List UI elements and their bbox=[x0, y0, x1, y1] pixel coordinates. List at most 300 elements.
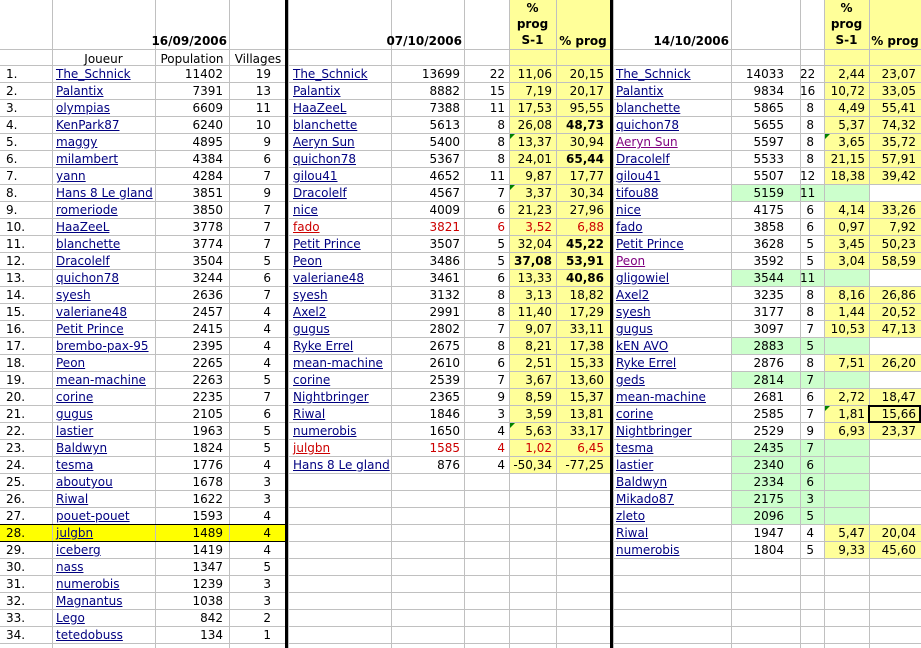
prog-cell bbox=[869, 185, 916, 202]
prog-cell bbox=[869, 474, 916, 491]
villages-cell: 1 bbox=[263, 628, 271, 642]
player-link[interactable]: quichon78 bbox=[616, 118, 679, 132]
prog-s1-cell: 3,52 bbox=[525, 220, 552, 234]
player-link[interactable]: brembo-pax-95 bbox=[56, 339, 149, 353]
prog-s1-cell: 5,63 bbox=[525, 424, 552, 438]
population-cell: 2096 bbox=[753, 509, 784, 523]
comment-flag-icon bbox=[510, 134, 515, 139]
prog-s1-cell: 3,67 bbox=[525, 373, 552, 387]
villages-cell: 7 bbox=[497, 186, 505, 200]
population-cell: 2365 bbox=[429, 390, 460, 404]
comment-flag-icon bbox=[825, 406, 830, 411]
prog-cell: 39,42 bbox=[881, 169, 916, 183]
population-cell: 876 bbox=[437, 458, 460, 472]
comment-flag-icon bbox=[510, 185, 515, 190]
population-cell: 2263 bbox=[192, 373, 223, 387]
prog-cell: 26,86 bbox=[881, 288, 916, 302]
rank-cell: 3. bbox=[6, 101, 18, 115]
player-link[interactable]: yann bbox=[56, 169, 86, 183]
villages-cell: 11 bbox=[800, 186, 816, 200]
villages-cell: 6 bbox=[806, 390, 814, 404]
player-link[interactable]: quichon78 bbox=[56, 271, 119, 285]
villages-cell: 15 bbox=[489, 84, 505, 98]
prog-s1-cell: 3,59 bbox=[525, 407, 552, 421]
villages-cell: 11 bbox=[255, 101, 271, 115]
villages-cell: 7 bbox=[497, 322, 505, 336]
population-cell: 3774 bbox=[192, 237, 223, 251]
population-cell: 3858 bbox=[753, 220, 784, 234]
player-link[interactable]: valeriane48 bbox=[56, 305, 128, 319]
player-link[interactable]: KenPark87 bbox=[56, 118, 120, 132]
villages-cell: 2 bbox=[263, 611, 271, 625]
population-cell: 2175 bbox=[753, 492, 784, 506]
prog-s1-cell: 18,38 bbox=[830, 169, 865, 183]
population-cell: 2529 bbox=[753, 424, 784, 438]
population-cell: 1678 bbox=[192, 475, 223, 489]
prog-cell: 6,45 bbox=[577, 441, 604, 455]
prog-s1-cell: 17,53 bbox=[517, 101, 552, 115]
player-link[interactable]: lastier bbox=[616, 458, 654, 472]
villages-cell: 22 bbox=[800, 67, 816, 81]
player-link[interactable]: nice bbox=[616, 203, 641, 217]
population-cell: 7391 bbox=[192, 84, 223, 98]
player-link[interactable]: fado bbox=[293, 220, 320, 234]
population-cell: 2991 bbox=[429, 305, 460, 319]
villages-cell: 7 bbox=[263, 390, 271, 404]
prog-cell: 20,15 bbox=[569, 67, 604, 81]
villages-cell: 8 bbox=[497, 152, 505, 166]
player-link[interactable]: blanchette bbox=[616, 101, 681, 115]
prog-s1-cell: 7,19 bbox=[525, 84, 552, 98]
population-cell: 6240 bbox=[192, 118, 223, 132]
prog-s1-cell: -50,34 bbox=[513, 458, 552, 472]
villages-cell: 8 bbox=[497, 339, 505, 353]
population-cell: 14033 bbox=[745, 67, 784, 81]
rank-cell: 14. bbox=[6, 288, 26, 302]
player-link[interactable]: valeriane48 bbox=[293, 271, 365, 285]
population-cell: 7388 bbox=[429, 101, 460, 115]
prog-cell: 17,29 bbox=[569, 305, 604, 319]
population-cell: 4009 bbox=[429, 203, 460, 217]
player-link[interactable]: Mikado87 bbox=[616, 492, 675, 506]
population-cell: 3504 bbox=[192, 254, 223, 268]
player-link[interactable]: olympias bbox=[56, 101, 111, 115]
prog-s1-cell: 8,59 bbox=[525, 390, 552, 404]
player-link[interactable]: Petit Prince bbox=[56, 322, 124, 336]
villages-cell: 6 bbox=[806, 475, 814, 489]
player-link[interactable]: milambert bbox=[56, 152, 119, 166]
prog-cell bbox=[869, 372, 916, 389]
villages-cell: 8 bbox=[497, 305, 505, 319]
prog-s1-cell: 13,37 bbox=[517, 135, 552, 149]
player-link[interactable]: tetedobuss bbox=[56, 628, 123, 642]
population-cell: 4284 bbox=[192, 169, 223, 183]
player-link[interactable]: Dracolelf bbox=[56, 254, 110, 268]
population-cell: 13699 bbox=[421, 67, 460, 81]
player-link[interactable]: Baldwyn bbox=[616, 475, 668, 489]
population-cell: 2876 bbox=[753, 356, 784, 370]
villages-cell: 5 bbox=[263, 560, 271, 574]
villages-cell: 9 bbox=[263, 135, 271, 149]
player-link[interactable]: tesma bbox=[56, 458, 94, 472]
prog-s1-cell: 9,87 bbox=[525, 169, 552, 183]
prog-s1-cell bbox=[824, 508, 865, 525]
player-link[interactable]: Petit Prince bbox=[293, 237, 361, 251]
player-link[interactable]: Baldwyn bbox=[56, 441, 108, 455]
rank-cell: 25. bbox=[6, 475, 26, 489]
section-separator bbox=[285, 0, 288, 648]
rank-cell: 30. bbox=[6, 560, 26, 574]
population-cell: 4652 bbox=[429, 169, 460, 183]
player-link[interactable]: corine bbox=[616, 407, 654, 421]
villages-cell: 4 bbox=[263, 543, 271, 557]
population-cell: 6609 bbox=[192, 101, 223, 115]
prog-cell: 17,38 bbox=[569, 339, 604, 353]
player-link[interactable]: blanchette bbox=[56, 237, 121, 251]
player-link[interactable]: gugus bbox=[293, 322, 330, 336]
villages-cell: 7 bbox=[263, 288, 271, 302]
prog-cell bbox=[869, 491, 916, 508]
prog-cell: 45,60 bbox=[881, 543, 916, 557]
prog-s1-cell bbox=[824, 440, 865, 457]
villages-cell: 5 bbox=[263, 424, 271, 438]
villages-cell: 5 bbox=[806, 254, 814, 268]
villages-cell: 11 bbox=[800, 271, 816, 285]
player-link[interactable]: aboutyou bbox=[56, 475, 113, 489]
player-link[interactable]: lastier bbox=[56, 424, 94, 438]
villages-cell: 10 bbox=[255, 118, 271, 132]
population-cell: 2539 bbox=[429, 373, 460, 387]
population-cell: 2585 bbox=[753, 407, 784, 421]
prog-s1-cell: 1,81 bbox=[838, 407, 865, 421]
player-link[interactable]: Hans 8 Le gland bbox=[56, 186, 153, 200]
player-link[interactable]: corine bbox=[293, 373, 331, 387]
rank-cell: 32. bbox=[6, 594, 26, 608]
player-link[interactable]: Ryke Errel bbox=[293, 339, 354, 353]
population-cell: 3097 bbox=[753, 322, 784, 336]
population-cell: 3235 bbox=[753, 288, 784, 302]
player-link[interactable]: Riwal bbox=[293, 407, 326, 421]
villages-cell: 7 bbox=[806, 407, 814, 421]
comment-flag-icon bbox=[510, 423, 515, 428]
prog-cell: 13,81 bbox=[569, 407, 604, 421]
population-cell: 5655 bbox=[753, 118, 784, 132]
column-header-prog-s1: % bbox=[840, 1, 853, 15]
player-link[interactable]: Riwal bbox=[616, 526, 649, 540]
player-link[interactable]: tifou88 bbox=[616, 186, 659, 200]
player-link[interactable]: Peon bbox=[616, 254, 646, 268]
villages-cell: 5 bbox=[806, 543, 814, 557]
population-cell: 2395 bbox=[192, 339, 223, 353]
player-link[interactable]: Nightbringer bbox=[616, 424, 692, 438]
prog-s1-cell: 9,07 bbox=[525, 322, 552, 336]
player-link[interactable]: julgbn bbox=[293, 441, 331, 455]
villages-cell: 6 bbox=[806, 220, 814, 234]
rank-cell: 7. bbox=[6, 169, 18, 183]
prog-cell: 45,22 bbox=[566, 237, 604, 251]
prog-s1-cell: 6,93 bbox=[838, 424, 865, 438]
population-cell: 3544 bbox=[753, 271, 784, 285]
villages-cell: 5 bbox=[806, 237, 814, 251]
prog-s1-cell: 10,72 bbox=[830, 84, 865, 98]
villages-cell: 4 bbox=[263, 305, 271, 319]
prog-cell bbox=[869, 270, 916, 287]
rank-cell: 2. bbox=[6, 84, 18, 98]
player-link[interactable]: nass bbox=[56, 560, 84, 574]
player-link[interactable]: Petit Prince bbox=[616, 237, 684, 251]
player-link[interactable]: blanchette bbox=[293, 118, 358, 132]
villages-cell: 4 bbox=[263, 526, 271, 540]
prog-cell: 15,33 bbox=[569, 356, 604, 370]
player-link[interactable]: romeriode bbox=[56, 203, 118, 217]
player-link[interactable]: Palantix bbox=[616, 84, 664, 98]
prog-cell: 18,82 bbox=[569, 288, 604, 302]
prog-cell: 20,04 bbox=[881, 526, 916, 540]
rank-cell: 33. bbox=[6, 611, 26, 625]
column-header-prog-s1: S-1 bbox=[521, 33, 544, 47]
section-separator bbox=[610, 0, 613, 648]
player-link[interactable]: gilou41 bbox=[293, 169, 338, 183]
prog-cell: 95,55 bbox=[569, 101, 604, 115]
villages-cell: 3 bbox=[263, 577, 271, 591]
rank-cell: 1. bbox=[6, 67, 18, 81]
population-cell: 4384 bbox=[192, 152, 223, 166]
player-link[interactable]: Hans 8 Le gland bbox=[293, 458, 390, 472]
villages-cell: 7 bbox=[263, 169, 271, 183]
population-cell: 11402 bbox=[184, 67, 223, 81]
population-cell: 5597 bbox=[753, 135, 784, 149]
villages-cell: 7 bbox=[263, 237, 271, 251]
villages-cell: 3 bbox=[806, 492, 814, 506]
player-link[interactable]: HaaZeeL bbox=[293, 101, 347, 115]
villages-cell: 8 bbox=[806, 152, 814, 166]
villages-cell: 4 bbox=[806, 526, 814, 540]
player-link[interactable]: gligowiel bbox=[616, 271, 670, 285]
player-link[interactable]: Lego bbox=[56, 611, 85, 625]
rank-cell: 10. bbox=[6, 220, 26, 234]
population-cell: 2675 bbox=[429, 339, 460, 353]
population-cell: 4895 bbox=[192, 135, 223, 149]
column-header-prog-s1: prog bbox=[516, 17, 549, 31]
villages-cell: 9 bbox=[497, 390, 505, 404]
player-link[interactable]: corine bbox=[56, 390, 94, 404]
prog-s1-cell: 2,72 bbox=[838, 390, 865, 404]
player-link[interactable]: iceberg bbox=[56, 543, 101, 557]
player-link[interactable]: Aeryn Sun bbox=[293, 135, 355, 149]
player-link[interactable]: Aeryn Sun bbox=[616, 135, 678, 149]
prog-cell bbox=[869, 457, 916, 474]
player-link[interactable]: Riwal bbox=[56, 492, 89, 506]
column-header-prog-s1: S-1 bbox=[835, 33, 858, 47]
population-cell: 134 bbox=[200, 628, 223, 642]
prog-cell: 15,66 bbox=[881, 407, 916, 421]
prog-s1-cell: 1,44 bbox=[838, 305, 865, 319]
column-header-prog: % prog bbox=[559, 34, 607, 48]
villages-cell: 4 bbox=[497, 458, 505, 472]
prog-s1-cell: 21,23 bbox=[517, 203, 552, 217]
prog-cell bbox=[869, 440, 916, 457]
player-link[interactable]: numerobis bbox=[56, 577, 120, 591]
player-link[interactable]: Axel2 bbox=[616, 288, 650, 302]
player-link[interactable]: Axel2 bbox=[293, 305, 327, 319]
player-link[interactable]: syesh bbox=[56, 288, 91, 302]
player-link[interactable]: maggy bbox=[56, 135, 98, 149]
player-link[interactable]: nice bbox=[293, 203, 318, 217]
player-link[interactable]: Magnantus bbox=[56, 594, 123, 608]
player-link[interactable]: Palantix bbox=[293, 84, 341, 98]
player-link[interactable]: geds bbox=[616, 373, 645, 387]
player-link[interactable]: quichon78 bbox=[293, 152, 356, 166]
prog-s1-cell: 3,65 bbox=[838, 135, 865, 149]
prog-s1-cell: 8,21 bbox=[525, 339, 552, 353]
column-header-villages: Villages bbox=[234, 52, 282, 66]
prog-cell: 30,94 bbox=[569, 135, 604, 149]
player-link[interactable]: syesh bbox=[293, 288, 328, 302]
population-cell: 1650 bbox=[429, 424, 460, 438]
villages-cell: 3 bbox=[263, 475, 271, 489]
population-cell: 3851 bbox=[192, 186, 223, 200]
player-link[interactable]: Dracolelf bbox=[293, 186, 347, 200]
villages-cell: 6 bbox=[263, 407, 271, 421]
rank-cell: 15. bbox=[6, 305, 26, 319]
population-cell: 2265 bbox=[192, 356, 223, 370]
player-link[interactable]: The_Schnick bbox=[293, 67, 368, 81]
player-link[interactable]: zleto bbox=[616, 509, 646, 523]
villages-cell: 4 bbox=[263, 509, 271, 523]
prog-cell: 20,17 bbox=[569, 84, 604, 98]
villages-cell: 5 bbox=[806, 509, 814, 523]
population-cell: 1947 bbox=[753, 526, 784, 540]
villages-cell: 7 bbox=[263, 203, 271, 217]
player-link[interactable]: mean-machine bbox=[56, 373, 146, 387]
player-link[interactable]: tesma bbox=[616, 441, 654, 455]
prog-cell: 40,86 bbox=[566, 271, 604, 285]
rank-cell: 4. bbox=[6, 118, 18, 132]
player-link[interactable]: The_Schnick bbox=[616, 67, 691, 81]
player-link[interactable]: mean-machine bbox=[293, 356, 383, 370]
villages-cell: 13 bbox=[255, 84, 271, 98]
player-link[interactable]: pouet-pouet bbox=[56, 509, 130, 523]
prog-s1-cell: 7,51 bbox=[838, 356, 865, 370]
player-link[interactable]: kEN AVO bbox=[616, 339, 669, 353]
player-link[interactable]: Palantix bbox=[56, 84, 104, 98]
gridline-v bbox=[613, 0, 614, 648]
player-link[interactable]: fado bbox=[616, 220, 643, 234]
prog-s1-cell: 26,08 bbox=[517, 118, 552, 132]
villages-cell: 5 bbox=[263, 373, 271, 387]
population-cell: 9834 bbox=[753, 84, 784, 98]
prog-cell: 23,37 bbox=[881, 424, 916, 438]
population-cell: 2883 bbox=[753, 339, 784, 353]
prog-s1-cell: 13,33 bbox=[517, 271, 552, 285]
rank-cell: 26. bbox=[6, 492, 26, 506]
villages-cell: 11 bbox=[489, 101, 505, 115]
population-cell: 3461 bbox=[429, 271, 460, 285]
player-link[interactable]: HaaZeeL bbox=[56, 220, 110, 234]
prog-s1-cell: 4,49 bbox=[838, 101, 865, 115]
population-cell: 3177 bbox=[753, 305, 784, 319]
prog-cell: 23,07 bbox=[881, 67, 916, 81]
villages-cell: 6 bbox=[263, 271, 271, 285]
villages-cell: 5 bbox=[263, 441, 271, 455]
prog-s1-cell: 11,40 bbox=[517, 305, 552, 319]
population-cell: 2334 bbox=[753, 475, 784, 489]
villages-cell: 7 bbox=[806, 441, 814, 455]
player-link[interactable]: Nightbringer bbox=[293, 390, 369, 404]
population-cell: 1593 bbox=[192, 509, 223, 523]
rank-cell: 18. bbox=[6, 356, 26, 370]
prog-s1-cell: 0,97 bbox=[838, 220, 865, 234]
villages-cell: 7 bbox=[263, 220, 271, 234]
player-link[interactable]: gugus bbox=[56, 407, 93, 421]
prog-s1-cell: 3,45 bbox=[838, 237, 865, 251]
column-header-prog-s1: % bbox=[526, 1, 539, 15]
player-link[interactable]: mean-machine bbox=[616, 390, 706, 404]
population-cell: 5367 bbox=[429, 152, 460, 166]
player-link[interactable]: Peon bbox=[293, 254, 323, 268]
prog-cell bbox=[869, 338, 916, 355]
population-cell: 3778 bbox=[192, 220, 223, 234]
population-cell: 2235 bbox=[192, 390, 223, 404]
villages-cell: 8 bbox=[806, 356, 814, 370]
population-cell: 5865 bbox=[753, 101, 784, 115]
player-link[interactable]: gilou41 bbox=[616, 169, 661, 183]
player-link[interactable]: julgbn bbox=[56, 526, 94, 540]
population-cell: 3244 bbox=[192, 271, 223, 285]
column-header-population: Population bbox=[160, 52, 224, 66]
player-link[interactable]: The_Schnick bbox=[56, 67, 131, 81]
villages-cell: 6 bbox=[497, 271, 505, 285]
player-link[interactable]: Ryke Errel bbox=[616, 356, 677, 370]
population-cell: 1846 bbox=[429, 407, 460, 421]
selected-cell-outline[interactable] bbox=[868, 405, 921, 423]
rank-cell: 8. bbox=[6, 186, 18, 200]
population-cell: 2681 bbox=[753, 390, 784, 404]
player-link[interactable]: syesh bbox=[616, 305, 651, 319]
villages-cell: 6 bbox=[263, 152, 271, 166]
population-cell: 2610 bbox=[429, 356, 460, 370]
villages-cell: 7 bbox=[806, 322, 814, 336]
population-cell: 4175 bbox=[753, 203, 784, 217]
villages-cell: 4 bbox=[497, 424, 505, 438]
gridline-v bbox=[52, 0, 53, 648]
villages-cell: 6 bbox=[497, 356, 505, 370]
population-cell: 3850 bbox=[192, 203, 223, 217]
rank-cell: 6. bbox=[6, 152, 18, 166]
player-link[interactable]: numerobis bbox=[293, 424, 357, 438]
villages-cell: 3 bbox=[263, 492, 271, 506]
prog-s1-cell: 2,51 bbox=[525, 356, 552, 370]
gridline-v bbox=[288, 0, 289, 648]
prog-cell: 15,37 bbox=[569, 390, 604, 404]
villages-cell: 5 bbox=[263, 254, 271, 268]
prog-cell: 33,17 bbox=[569, 424, 604, 438]
population-cell: 8882 bbox=[429, 84, 460, 98]
prog-cell: 33,05 bbox=[881, 84, 916, 98]
player-link[interactable]: Dracolelf bbox=[616, 152, 670, 166]
prog-cell: -77,25 bbox=[565, 458, 604, 472]
player-link[interactable]: gugus bbox=[616, 322, 653, 336]
villages-cell: 16 bbox=[800, 84, 816, 98]
section3-date: 14/10/2006 bbox=[653, 34, 729, 48]
prog-s1-cell: 4,14 bbox=[838, 203, 865, 217]
population-cell: 1824 bbox=[192, 441, 223, 455]
population-cell: 3486 bbox=[429, 254, 460, 268]
prog-s1-cell: 3,13 bbox=[525, 288, 552, 302]
player-link[interactable]: Peon bbox=[56, 356, 86, 370]
player-link[interactable]: numerobis bbox=[616, 543, 680, 557]
population-cell: 1804 bbox=[753, 543, 784, 557]
